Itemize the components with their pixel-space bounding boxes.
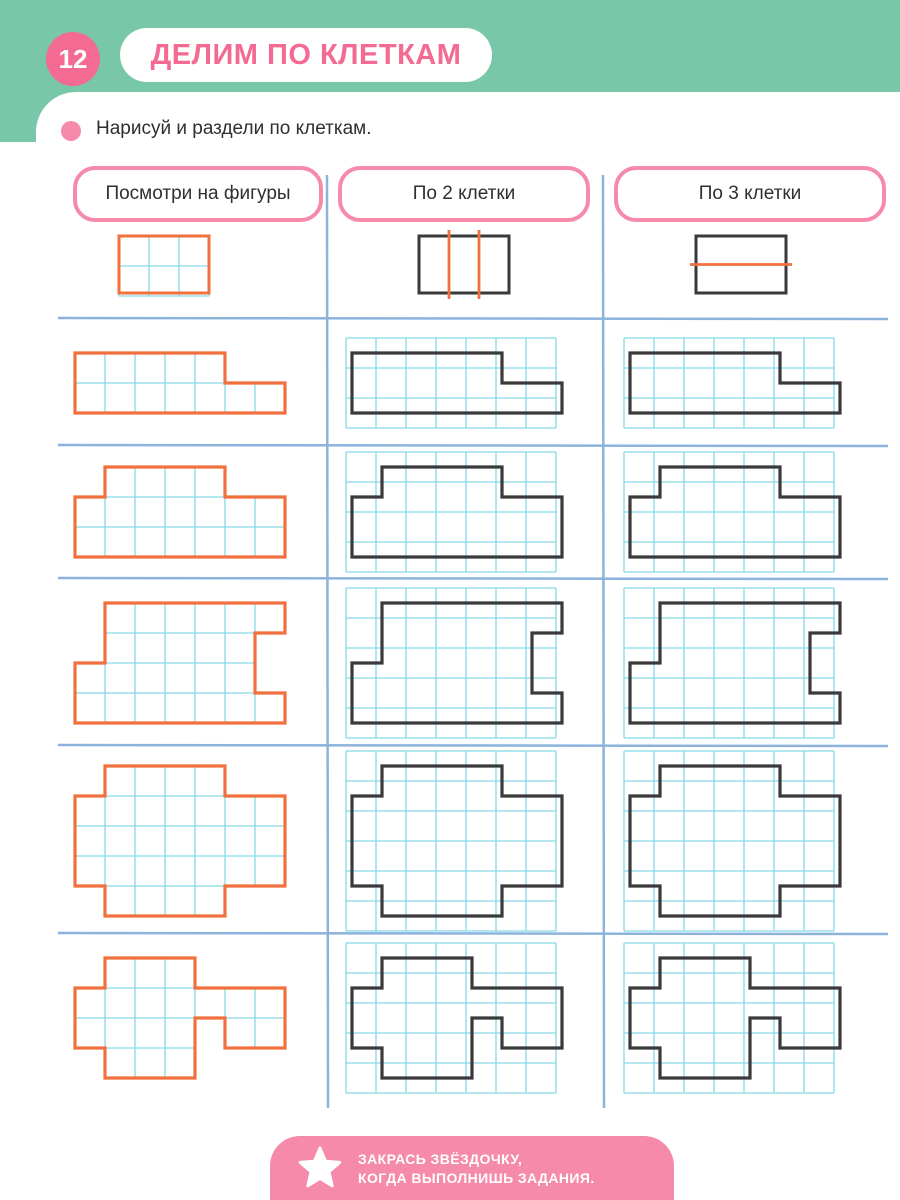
column-divider-2 [603,175,604,1108]
column-label-by-2: По 2 клетки [338,166,590,222]
example-figure-2 [75,467,285,557]
row-divider-2 [58,445,888,446]
task-figure-3-col-2 [352,603,562,723]
row-divider-4 [58,745,888,746]
example-figure-4 [75,766,285,916]
row-divider-5 [58,933,888,934]
task-figure-5-col-2 [352,958,562,1078]
row-divider-1 [58,318,888,319]
task-figure-5-col-3 [630,958,840,1078]
column-label-look: Посмотри на фигуры [73,166,323,222]
instruction-text: Нарисуй и раздели по клеткам. [96,118,372,139]
example-outline-two-cell-split [419,236,509,293]
task-figure-3-col-3 [630,603,840,723]
task-figure-1-col-2 [352,353,562,413]
task-figure-1-col-3 [630,353,840,413]
footer-text [358,1150,595,1188]
star-icon[interactable] [298,1146,342,1190]
example-look-outline [119,236,209,293]
footer-banner [270,1136,674,1200]
footer-line-2: КОГДА ВЫПОЛНИШЬ ЗАДАНИЯ. [358,1170,595,1186]
row-divider-3 [58,578,888,579]
page-title: ДЕЛИМ ПО КЛЕТКАМ [120,28,492,82]
page-number: 12 [46,32,100,86]
column-divider-1 [327,175,328,1108]
footer-line-1: ЗАКРАСЬ ЗВЁЗДОЧКУ, [358,1151,523,1167]
column-label-by-3: По 3 клетки [614,166,886,222]
